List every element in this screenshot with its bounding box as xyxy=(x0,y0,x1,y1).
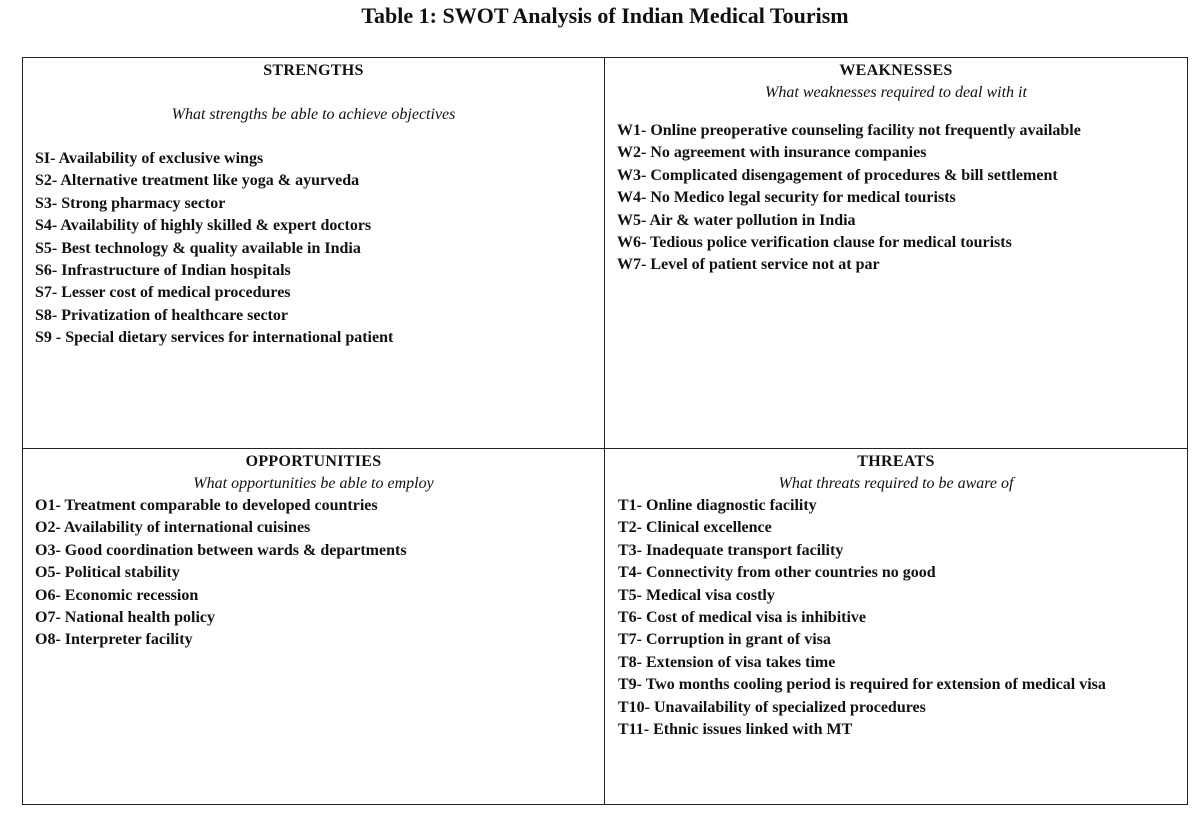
weaknesses-cell xyxy=(605,58,1187,449)
list-item: O7- National health policy xyxy=(35,609,216,627)
list-item: S6- Infrastructure of Indian hospitals xyxy=(35,262,291,280)
strengths-subheading: What strengths be able to achieve objectives xyxy=(171,106,456,123)
list-item: T6- Cost of medical visa is inhibitive xyxy=(618,609,867,627)
strengths-heading: STRENGTHS xyxy=(263,62,364,79)
page-title: Table 1: SWOT Analysis of Indian Medical Tourism xyxy=(361,3,849,28)
list-item: O2- Availability of international cuisines xyxy=(35,519,311,537)
weaknesses-heading: WEAKNESSES xyxy=(839,62,953,79)
strengths-cell xyxy=(23,58,605,449)
list-item: T9- Two months cooling period is required for extension of medical visa xyxy=(618,676,1106,694)
list-item: T3- Inadequate transport facility xyxy=(618,541,844,559)
threats-subheading: What threats required to be aware of xyxy=(778,475,1014,492)
list-item: O5- Political stability xyxy=(35,564,180,582)
threats-list xyxy=(605,495,1187,741)
list-item: W1- Online preoperative counseling facility not frequently available xyxy=(617,122,1081,139)
list-item: S4- Availability of highly skilled & expert doctors xyxy=(35,217,372,235)
list-item: W5- Air & water pollution in India xyxy=(617,211,856,229)
threats-cell xyxy=(605,449,1187,804)
opportunities-list xyxy=(23,495,604,652)
list-item: T5- Medical visa costly xyxy=(618,586,775,604)
opportunities-cell xyxy=(23,449,605,804)
list-item: S2- Alternative treatment like yoga & ayurveda xyxy=(35,172,360,190)
list-item: W4- No Medico legal security for medical tourists xyxy=(617,189,956,207)
weaknesses-subheading: What weaknesses required to deal with it xyxy=(765,84,1027,101)
list-item: O8- Interpreter facility xyxy=(35,631,193,649)
opportunities-subheading: What opportunities be able to employ xyxy=(193,475,434,492)
list-item: W3- Complicated disengagement of procedures & bill settlement xyxy=(617,166,1058,184)
list-item: W7- Level of patient service not at par xyxy=(617,256,880,274)
swot-table xyxy=(22,57,1188,805)
opportunities-heading: OPPORTUNITIES xyxy=(245,453,382,470)
list-item: SI- Availability of exclusive wings xyxy=(35,150,264,167)
strengths-list xyxy=(23,148,604,350)
list-item: O6- Economic recession xyxy=(35,586,199,604)
list-item: T10- Unavailability of specialized procedures xyxy=(618,698,926,716)
list-item: T4- Connectivity from other countries no good xyxy=(618,564,936,582)
list-item: T11- Ethnic issues linked with MT xyxy=(618,721,853,739)
list-item: S8- Privatization of healthcare sector xyxy=(35,306,288,324)
list-item: T2- Clinical excellence xyxy=(618,519,772,537)
list-item: S5- Best technology & quality available in India xyxy=(35,239,361,257)
weaknesses-list xyxy=(605,120,1187,277)
list-item: S7- Lesser cost of medical procedures xyxy=(35,284,291,302)
list-item: T1- Online diagnostic facility xyxy=(618,497,817,514)
list-item: T7- Corruption in grant of visa xyxy=(618,631,831,649)
list-item: W6- Tedious police verification clause for medical tourists xyxy=(617,234,1012,252)
list-item: S9 - Special dietary services for international patient xyxy=(35,329,394,347)
list-item: O3- Good coordination between wards & departments xyxy=(35,541,407,559)
list-item: S3- Strong pharmacy sector xyxy=(35,194,226,212)
list-item: T8- Extension of visa takes time xyxy=(618,653,836,671)
list-item: W2- No agreement with insurance companies xyxy=(617,144,927,162)
threats-heading: THREATS xyxy=(857,453,935,470)
list-item: O1- Treatment comparable to developed countries xyxy=(35,497,378,514)
